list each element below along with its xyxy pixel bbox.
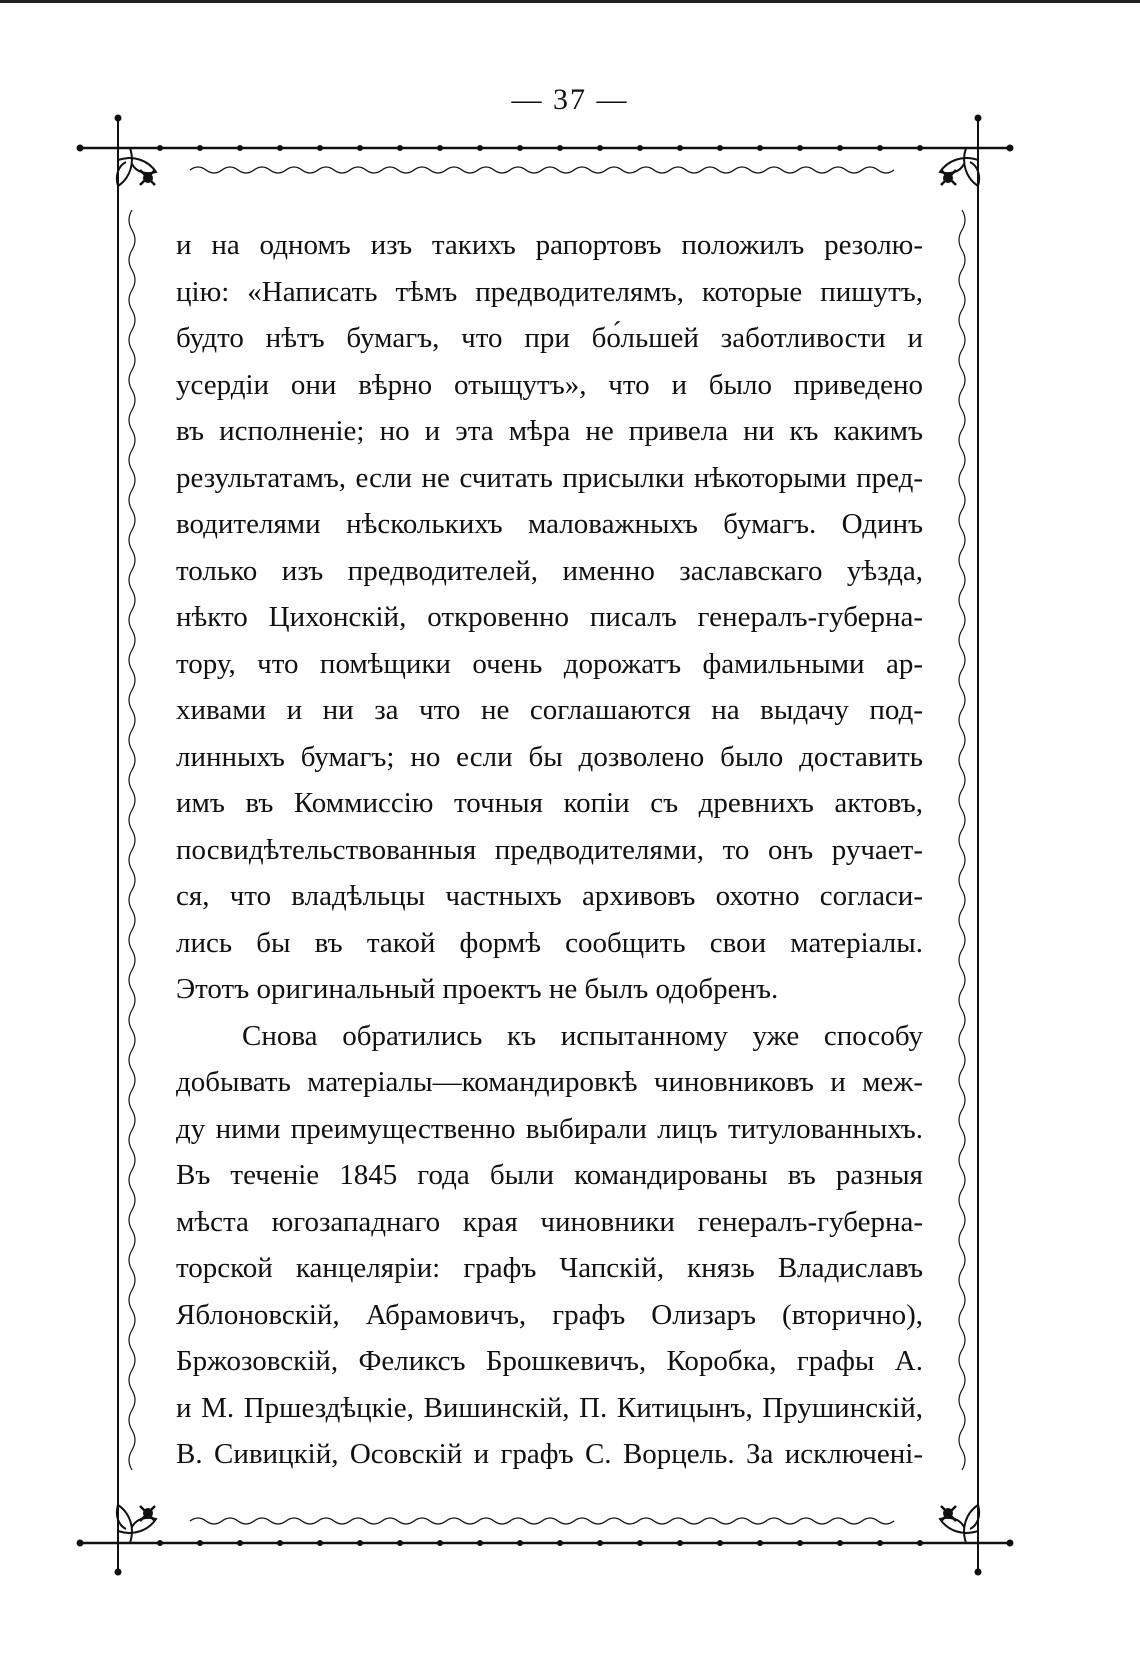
top-wavy-line <box>190 167 894 173</box>
text-line: цію: «Написать тѣмъ предводителямъ, которые пишутъ, <box>176 275 923 308</box>
bottom-right-terminal <box>1007 1540 1014 1547</box>
text-line: В. Сивицкій, Осовскій и графъ С. Ворцель. За исключені- <box>176 1438 923 1470</box>
text-line: и на одномъ изъ такихъ рапортовъ положилъ резолю- <box>176 229 923 261</box>
text-line: Бржозовскій, Феликсъ Брошкевичъ, Коробка, графы А. <box>176 1345 923 1377</box>
text-line: только изъ предводителей, именно заславскаго уѣзда, <box>176 554 923 587</box>
text-line: Снова обратились къ испытанному уже способу <box>242 1019 923 1052</box>
bottom-left-terminal <box>77 1540 84 1547</box>
text-line: ду ними преимущественно выбирали лицъ титулованныхъ. <box>176 1112 923 1145</box>
text-line: Въ теченіе 1845 года были командированы въ разныя <box>176 1159 923 1191</box>
text-line: и М. Пршездѣцкіе, Вишинскій, П. Китицынъ, Прушинскій, <box>176 1391 923 1424</box>
left-top-terminal <box>115 115 122 122</box>
body-text <box>176 222 923 1478</box>
top-left-terminal <box>77 145 84 152</box>
corner-ornament-bottom-left <box>117 1505 156 1543</box>
page-number: — 37 — <box>511 83 629 116</box>
corner-ornament-bottom-right <box>940 1505 979 1543</box>
text-line: посвидѣтельствованныя предводителями, то онъ ручает- <box>176 833 923 866</box>
text-line: линныхъ бумагъ; но если бы дозволено было доставить <box>176 740 923 773</box>
text-line: хивами и ни за что не соглашаются на выдачу под- <box>176 694 923 726</box>
text-line: добывать матеріалы—командировкѣ чиновниковъ и меж- <box>176 1066 923 1098</box>
text-line: Яблоновскій, Абрамовичъ, графъ Олизаръ (вторично), <box>176 1298 923 1331</box>
top-right-terminal <box>1007 145 1014 152</box>
text-line: водителями нѣсколькихъ маловажныхъ бумагъ. Одинъ <box>176 508 923 540</box>
text-line: въ исполненіе; но и эта мѣра не привела ни къ какимъ <box>176 415 923 447</box>
corner-ornament-top-right <box>940 148 979 186</box>
right-bottom-terminal <box>975 1569 982 1576</box>
text-line: нѣкто Цихонскій, откровенно писалъ генералъ-губерна- <box>176 601 923 633</box>
right-top-terminal <box>975 115 982 122</box>
text-line: будто нѣтъ бумагъ, что при бо́льшей заботливости и <box>176 322 923 354</box>
text-line: усердіи они вѣрно отыщутъ», что и было приведено <box>176 368 923 401</box>
text-line: лись бы въ такой формѣ сообщить свои матеріалы. <box>176 926 923 959</box>
text-line: мѣста югозападнаго края чиновники генералъ-губерна- <box>176 1205 923 1238</box>
right-wavy-line <box>959 210 965 1470</box>
corner-ornament-top-left <box>117 148 156 186</box>
left-wavy-line <box>129 210 135 1470</box>
text-line: Этотъ оригинальный проектъ не былъ одобренъ. <box>176 973 779 1005</box>
text-line: тору, что помѣщики очень дорожатъ фамильными ар- <box>176 647 923 680</box>
text-line: ся, что владѣльцы частныхъ архивовъ охотно согласи- <box>176 880 923 912</box>
bottom-wavy-line <box>190 1518 894 1524</box>
left-bottom-terminal <box>115 1569 122 1576</box>
text-line: результатамъ, если не считать присылки нѣкоторыми пред- <box>176 461 923 494</box>
text-line: торской канцеляріи: графъ Чапскій, князь Владиславъ <box>176 1252 923 1284</box>
text-line: имъ въ Коммиссію точныя копіи съ древнихъ актовъ, <box>176 787 923 819</box>
